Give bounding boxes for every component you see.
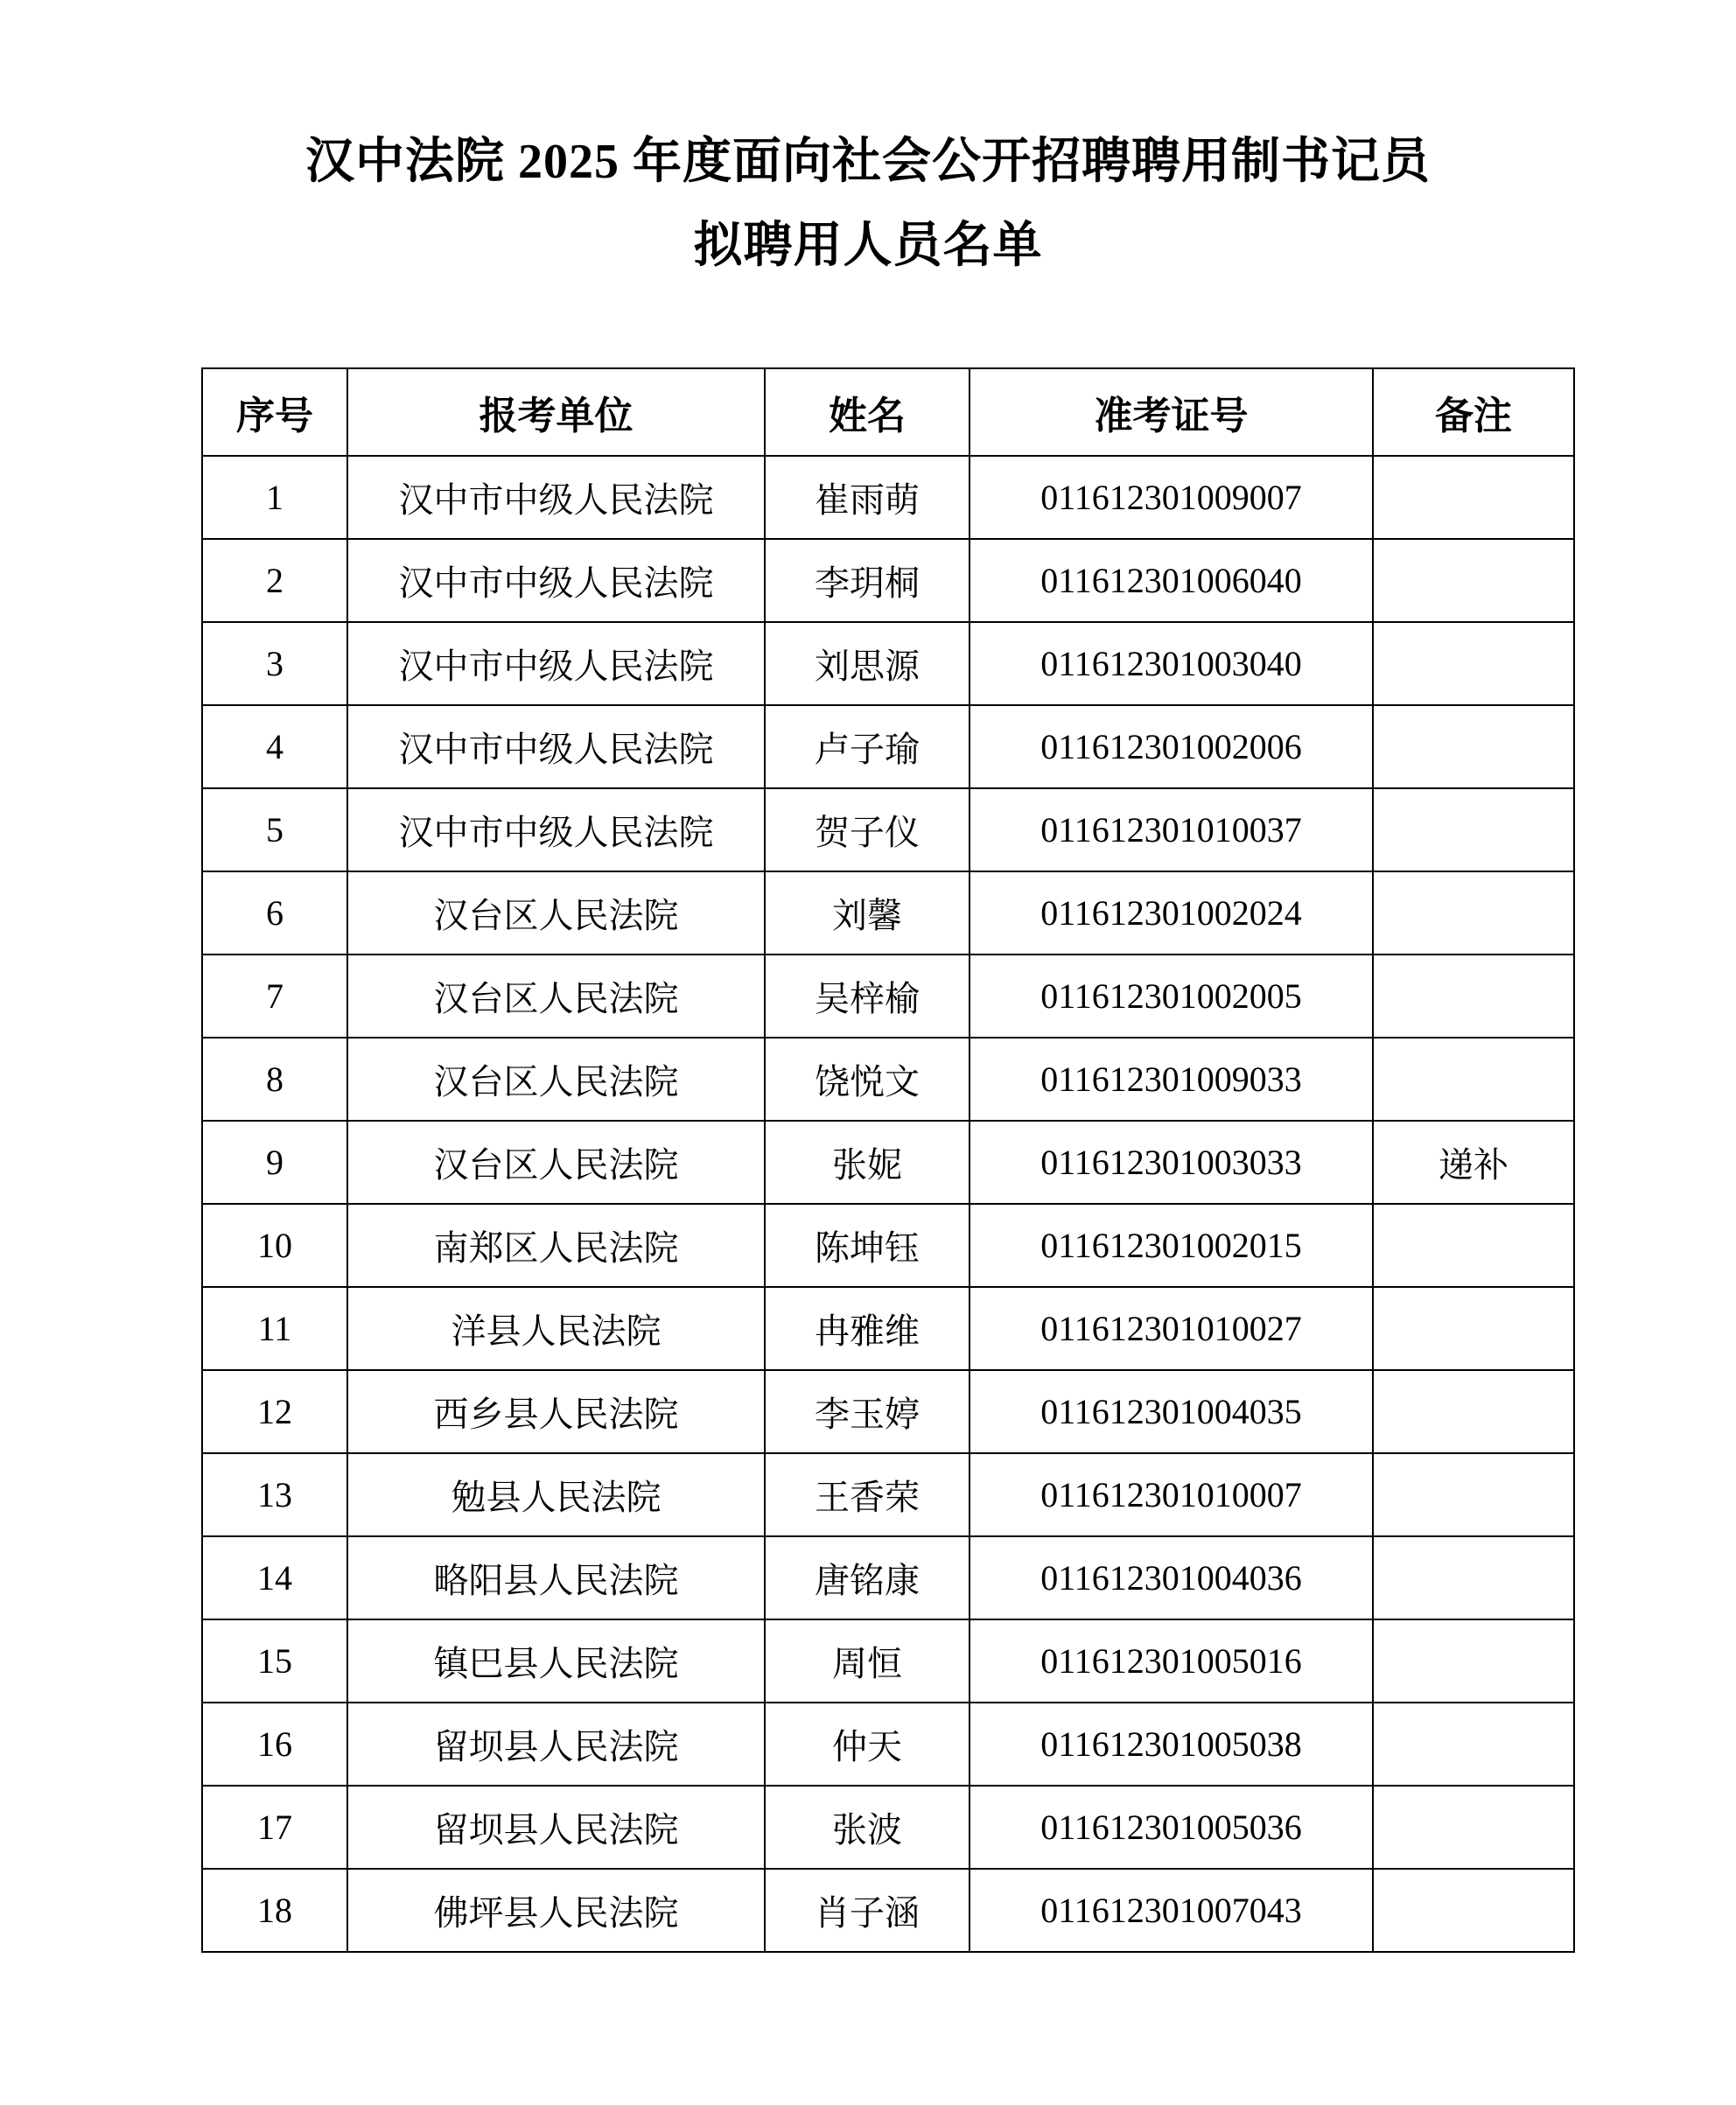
table-row [202,1786,1574,1869]
cell-remark [1373,1287,1574,1370]
cell-serial-number: 1 [202,456,347,539]
cell-ticket-number: 011612301009007 [970,456,1373,539]
cell-applied-unit: 南郑区人民法院 [347,1204,765,1287]
cell-ticket-number: 011612301002024 [970,871,1373,955]
table-row [202,1121,1574,1204]
column-header-remark: 备注 [1373,368,1574,456]
cell-serial-number: 14 [202,1536,347,1619]
table-row [202,1204,1574,1287]
cell-name: 刘思源 [765,622,970,705]
document-title-line1: 汉中法院 2025 年度面向社会公开招聘聘用制书记员 [305,135,1431,189]
cell-ticket-number: 011612301010037 [970,788,1373,871]
cell-serial-number: 6 [202,871,347,955]
cell-applied-unit: 汉中市中级人民法院 [347,539,765,622]
cell-serial-number: 3 [202,622,347,705]
cell-serial-number: 18 [202,1869,347,1952]
table-row [202,622,1574,705]
cell-remark [1373,1703,1574,1786]
cell-serial-number: 15 [202,1619,347,1703]
cell-name: 贺子仪 [765,788,970,871]
cell-name: 冉雅维 [765,1287,970,1370]
document-title [0,120,1736,288]
column-header-serial-number: 序号 [202,368,347,456]
cell-ticket-number: 011612301002015 [970,1204,1373,1287]
cell-serial-number: 5 [202,788,347,871]
table-row [202,705,1574,788]
cell-applied-unit: 汉台区人民法院 [347,1038,765,1121]
table-row [202,1453,1574,1536]
table-row [202,871,1574,955]
cell-remark [1373,1536,1574,1619]
cell-ticket-number: 011612301007043 [970,1869,1373,1952]
cell-name: 周恒 [765,1619,970,1703]
cell-ticket-number: 011612301004035 [970,1370,1373,1453]
cell-applied-unit: 勉县人民法院 [347,1453,765,1536]
cell-remark [1373,622,1574,705]
cell-ticket-number: 011612301002006 [970,705,1373,788]
cell-name: 刘馨 [765,871,970,955]
cell-ticket-number: 011612301005016 [970,1619,1373,1703]
table-header-row [202,368,1574,456]
cell-ticket-number: 011612301005036 [970,1786,1373,1869]
cell-serial-number: 2 [202,539,347,622]
cell-ticket-number: 011612301010007 [970,1453,1373,1536]
hiring-roster-table [201,367,1575,1953]
table-row [202,1619,1574,1703]
cell-remark [1373,1038,1574,1121]
cell-name: 李玉婷 [765,1370,970,1453]
cell-name: 张妮 [765,1121,970,1204]
column-header-name: 姓名 [765,368,970,456]
cell-remark [1373,1869,1574,1952]
cell-applied-unit: 汉中市中级人民法院 [347,622,765,705]
cell-remark [1373,539,1574,622]
table-row [202,955,1574,1038]
cell-applied-unit: 洋县人民法院 [347,1287,765,1370]
cell-applied-unit: 西乡县人民法院 [347,1370,765,1453]
cell-serial-number: 13 [202,1453,347,1536]
table-row [202,539,1574,622]
cell-serial-number: 11 [202,1287,347,1370]
cell-applied-unit: 镇巴县人民法院 [347,1619,765,1703]
cell-applied-unit: 汉中市中级人民法院 [347,456,765,539]
cell-applied-unit: 略阳县人民法院 [347,1536,765,1619]
cell-name: 张波 [765,1786,970,1869]
cell-remark [1373,1453,1574,1536]
cell-serial-number: 16 [202,1703,347,1786]
cell-applied-unit: 汉台区人民法院 [347,871,765,955]
cell-applied-unit: 汉中市中级人民法院 [347,705,765,788]
table-row [202,1869,1574,1952]
cell-applied-unit: 汉台区人民法院 [347,1121,765,1204]
cell-remark [1373,1619,1574,1703]
cell-applied-unit: 汉中市中级人民法院 [347,788,765,871]
cell-name: 肖子涵 [765,1869,970,1952]
cell-remark [1373,1204,1574,1287]
column-header-applied-unit: 报考单位 [347,368,765,456]
cell-applied-unit: 汉台区人民法院 [347,955,765,1038]
cell-remark [1373,955,1574,1038]
table-row [202,456,1574,539]
cell-name: 崔雨萌 [765,456,970,539]
cell-name: 卢子瑜 [765,705,970,788]
cell-name: 仲天 [765,1703,970,1786]
table-row [202,1038,1574,1121]
cell-ticket-number: 011612301006040 [970,539,1373,622]
cell-name: 李玥桐 [765,539,970,622]
table-row [202,1370,1574,1453]
cell-name: 唐铭康 [765,1536,970,1619]
cell-applied-unit: 佛坪县人民法院 [347,1869,765,1952]
cell-serial-number: 10 [202,1204,347,1287]
cell-ticket-number: 011612301005038 [970,1703,1373,1786]
cell-name: 吴梓榆 [765,955,970,1038]
cell-remark [1373,705,1574,788]
table-row [202,1287,1574,1370]
cell-name: 王香荣 [765,1453,970,1536]
cell-ticket-number: 011612301009033 [970,1038,1373,1121]
cell-remark: 递补 [1373,1121,1574,1204]
cell-name: 陈坤钰 [765,1204,970,1287]
table-row [202,1703,1574,1786]
cell-name: 饶悦文 [765,1038,970,1121]
cell-ticket-number: 011612301010027 [970,1287,1373,1370]
cell-applied-unit: 留坝县人民法院 [347,1786,765,1869]
table-row [202,1536,1574,1619]
cell-serial-number: 12 [202,1370,347,1453]
cell-applied-unit: 留坝县人民法院 [347,1703,765,1786]
cell-remark [1373,456,1574,539]
cell-serial-number: 8 [202,1038,347,1121]
cell-serial-number: 4 [202,705,347,788]
cell-remark [1373,1370,1574,1453]
cell-ticket-number: 011612301002005 [970,955,1373,1038]
cell-remark [1373,1786,1574,1869]
table-row [202,788,1574,871]
document-title-line2: 拟聘用人员名单 [693,219,1043,273]
cell-ticket-number: 011612301003040 [970,622,1373,705]
cell-remark [1373,788,1574,871]
cell-serial-number: 7 [202,955,347,1038]
cell-serial-number: 9 [202,1121,347,1204]
cell-serial-number: 17 [202,1786,347,1869]
column-header-ticket-number: 准考证号 [970,368,1373,456]
cell-ticket-number: 011612301003033 [970,1121,1373,1204]
table-body [202,456,1574,1952]
cell-remark [1373,871,1574,955]
cell-ticket-number: 011612301004036 [970,1536,1373,1619]
